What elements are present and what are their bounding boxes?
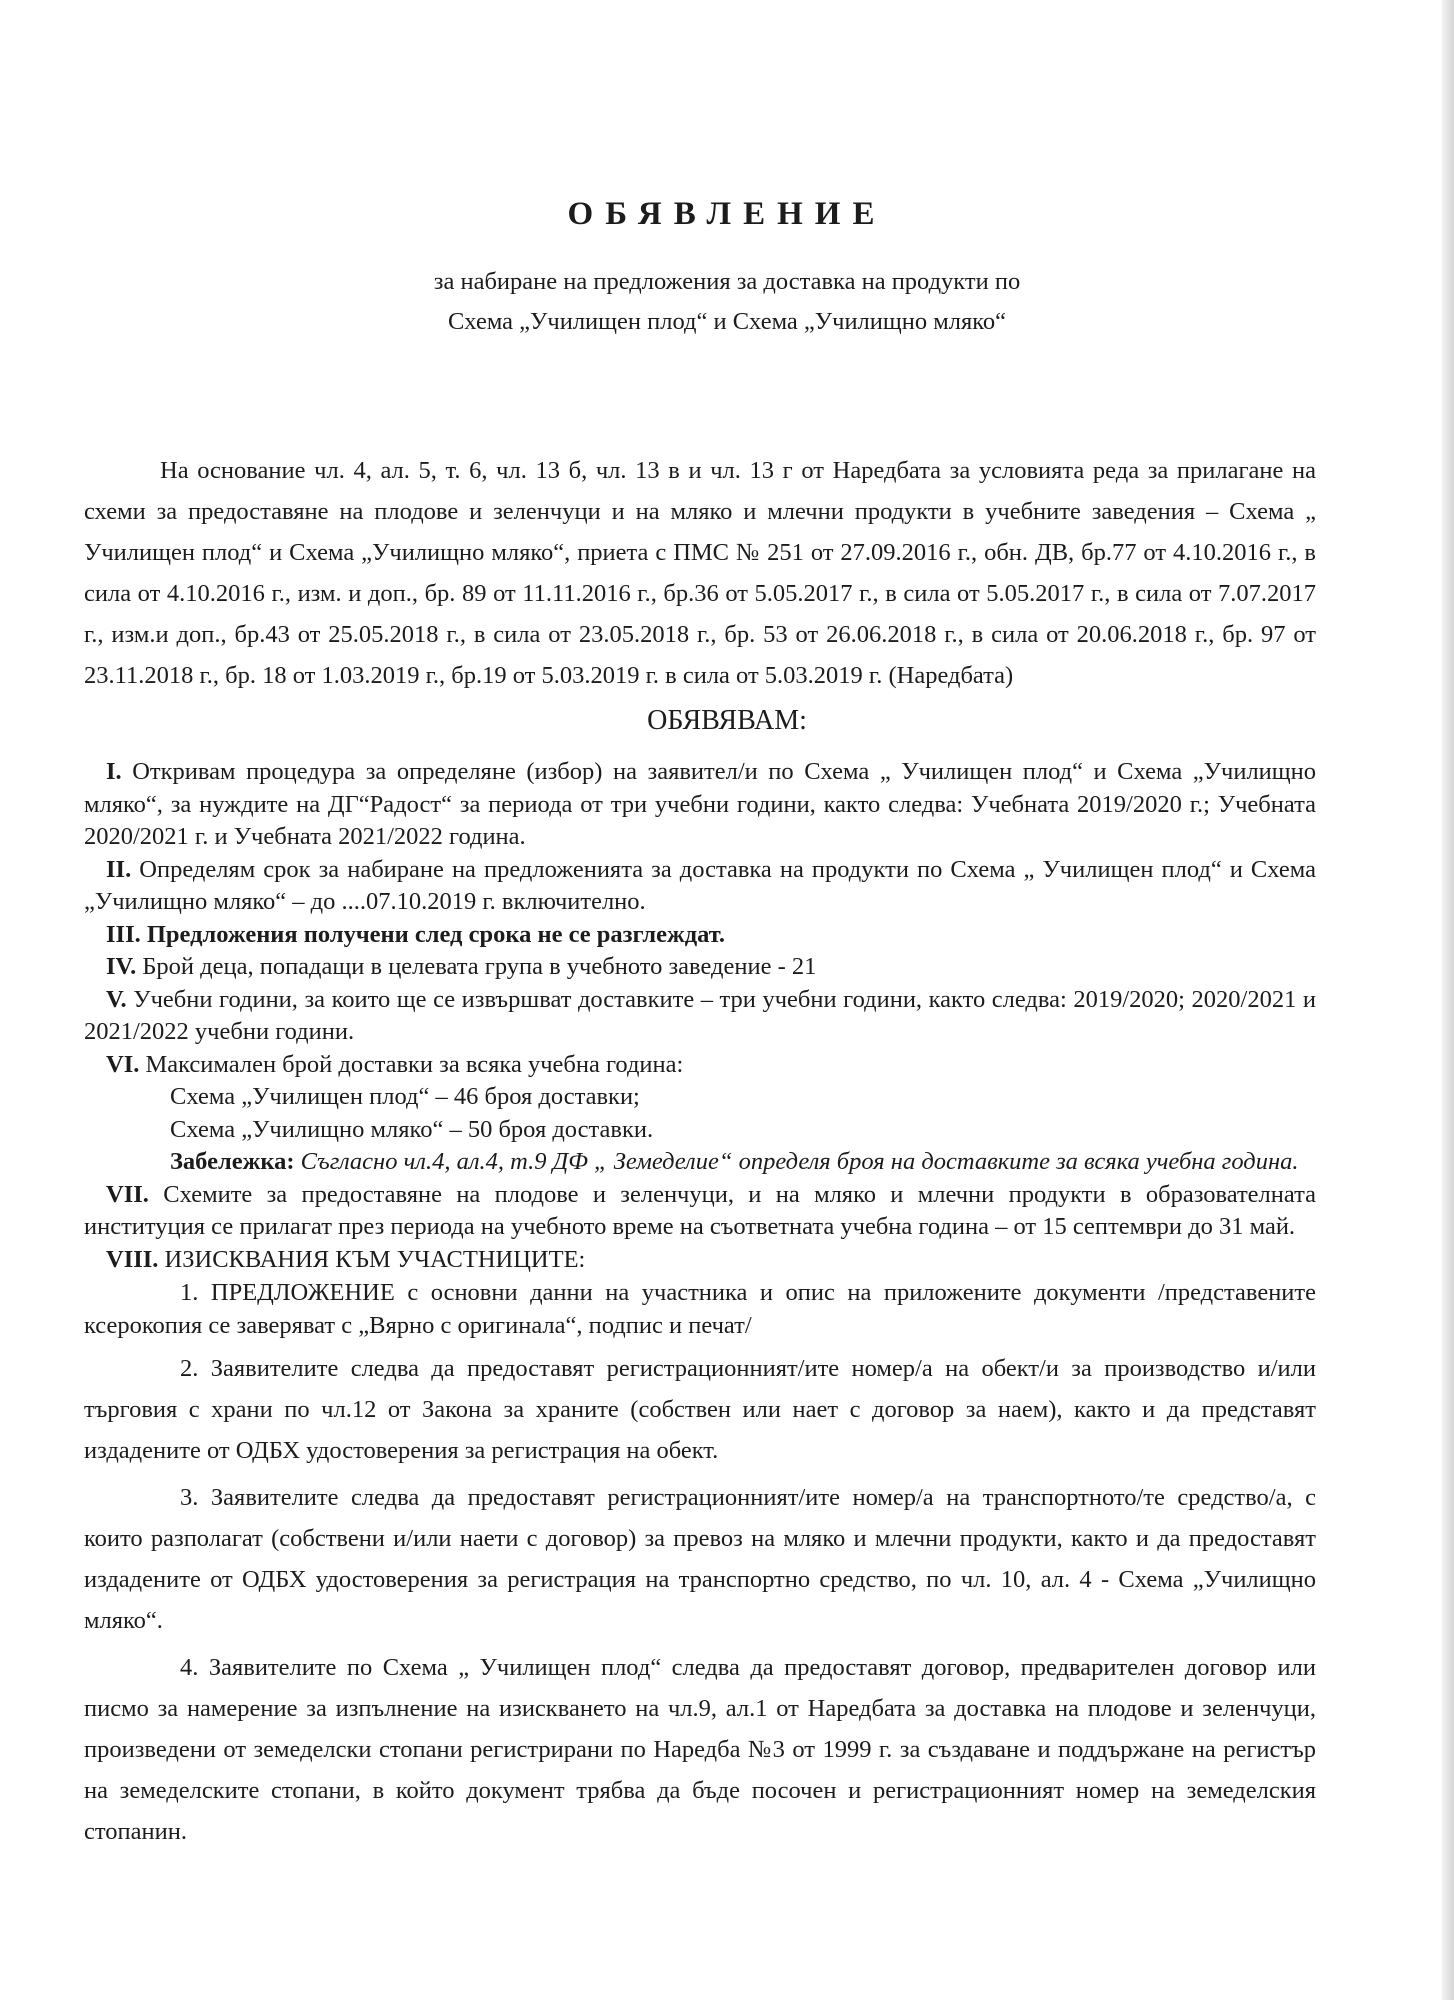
vi-line-fruit: Схема „Училищен плод“ – 46 броя доставки;: [170, 1083, 640, 1110]
item-i: [84, 756, 1316, 854]
document-subtitle: [0, 262, 1454, 342]
item-number: V.: [106, 985, 127, 1013]
requirement-2: 2. Заявителите следва да предоставят регистрационният/ите номер/а на обект/и за производство и/или търговия с храни по чл.12 от Закона за храните (собствен или нает с договор за наем), както и да представят издадените от ОДБХ удостоверения за регистрация на обект.: [84, 1355, 1316, 1464]
declare-heading: ОБЯВЯВАМ:: [647, 705, 807, 736]
vi-line-milk: Схема „Училищно мляко“ – 50 броя доставки.: [170, 1115, 654, 1143]
note-text: Съгласно чл.4, ал.4, т.9 ДФ „ Земеделие“ определя броя на доставките за всяка учебна година.: [300, 1148, 1299, 1175]
requirement-3: 3. Заявителите следва да предоставят регистрационният/ите номер/а на транспортното/те средство/а, с които разполагат (собствени и/или наети с договор) за превоз на мляко и млечни продукти, както и да предоставят издадените от ОДБХ удостоверения за регистрация на транспортно средство, по чл. 10, ал. 4 - Схема „Училищно мляко“.: [84, 1484, 1316, 1634]
requirement-4: 4. Заявителите по Схема „ Училищен плод“ следва да предоставят договор, предварителен договор или писмо за намерение за изпълнение на изискването на чл.9, ал.1 от Наредбата за доставка на плодове и зеленчуци, произведени от земеделски стопани регистрирани по Наредба №3 от 1999 г. за създаване и поддържане на регистър на земеделските стопани, в който документ трябва да бъде посочен и регистрационният номер на земеделския стопанин.: [84, 1654, 1316, 1845]
item-text: Схемите за предоставяне на плодове и зеленчуци, и на мляко и млечни продукти в образователната институция се прилагат през периода на учебното време на съответната учебна година – от 15 септември до 31 май.: [84, 1180, 1317, 1240]
item-vi: [84, 1049, 1316, 1082]
item-number: II.: [106, 855, 132, 883]
item-number: III.: [106, 920, 141, 948]
item-number: IV.: [106, 953, 137, 980]
item-number: VII.: [106, 1180, 149, 1208]
item-text: Максимален брой доставки за всяка учебна година:: [145, 1050, 684, 1078]
item-iii: [84, 919, 1316, 952]
subtitle-line-2: Схема „Училищен плод“ и Схема „Училищно мляко“: [447, 308, 1007, 335]
item-text: Откривам процедура за определяне (избор) на заявител/и по Схема „ Училищен плод“ и Схема „Училищно мляко“, за нуждите на ДГ“Радост“ за периода от три учебни години, както следва: Учебната 2019/2020 г.; Учебната 2020/2021 г. и Учебната 2021/2022 година.: [84, 758, 1317, 850]
item-number: I.: [106, 758, 122, 785]
item-number: VIII.: [106, 1245, 159, 1273]
item-v: [84, 984, 1316, 1049]
item-text: Учебни години, за които ще се извършват доставките – три учебни години, както следва: 2019/2020; 2020/2021 и 2021/2022 учебни години.: [84, 985, 1317, 1045]
item-text: Брой деца, попадащи в целевата група в учебното заведение - 21: [142, 953, 817, 980]
requirement-1: 1. ПРЕДЛОЖЕНИЕ с основни данни на участника и опис на приложените документи /представените ксерокопия се заверяват с „Вярно с оригинала“, подпис и печат/: [84, 1279, 1316, 1339]
item-text: ИЗИСКВАНИЯ КЪМ УЧАСТНИЦИТЕ:: [164, 1245, 586, 1273]
note-label: Забележка:: [170, 1148, 295, 1175]
subtitle-line-1: за набиране на предложения за доставка на продукти по: [433, 268, 1021, 295]
item-vii: [84, 1179, 1316, 1244]
item-text: Предложения получени след срока не се разглеждат.: [146, 920, 726, 948]
declaration-body: [84, 756, 1316, 1852]
item-iv: [84, 951, 1316, 984]
item-text: Определям срок за набиране на предложенията за доставка на продукти по Схема „ Училищен плод“ и Схема „Училищно мляко“ – до ....07.10.2019 г. включително.: [84, 855, 1316, 915]
note: [84, 1146, 1316, 1179]
document-title: ОБЯВЛЕНИЕ: [567, 196, 887, 232]
item-viii: [84, 1244, 1316, 1277]
item-number: VI.: [106, 1050, 140, 1078]
item-ii: [84, 854, 1316, 919]
intro-paragraph: На основание чл. 4, ал. 5, т. 6, чл. 13 б, чл. 13 в и чл. 13 г от Наредбата за условията реда за прилагане на схеми за предоставяне на плодове и зеленчуци и на мляко и млечни продукти в учебните заведения – Схема „ Училищен плод“ и Схема „Училищно мляко“, приета с ПМС № 251 от 27.09.2016 г., обн. ДВ, бр.77 от 4.10.2016 г., в сила от 4.10.2016 г., изм. и доп., бр. 89 от 11.11.2016 г., бр.36 от 5.05.2017 г., в сила от 5.05.2017 г., в сила от 7.07.2017 г., изм.и доп., бр.43 от 25.05.2018 г., в сила от 23.05.2018 г., бр. 53 от 26.06.2018 г., в сила от 20.06.2018 г., бр. 97 от 23.11.2018 г., бр. 18 от 1.03.2019 г., бр.19 от 5.03.2019 г. в сила от 5.03.2019 г. (Наредбата): [84, 456, 1316, 689]
